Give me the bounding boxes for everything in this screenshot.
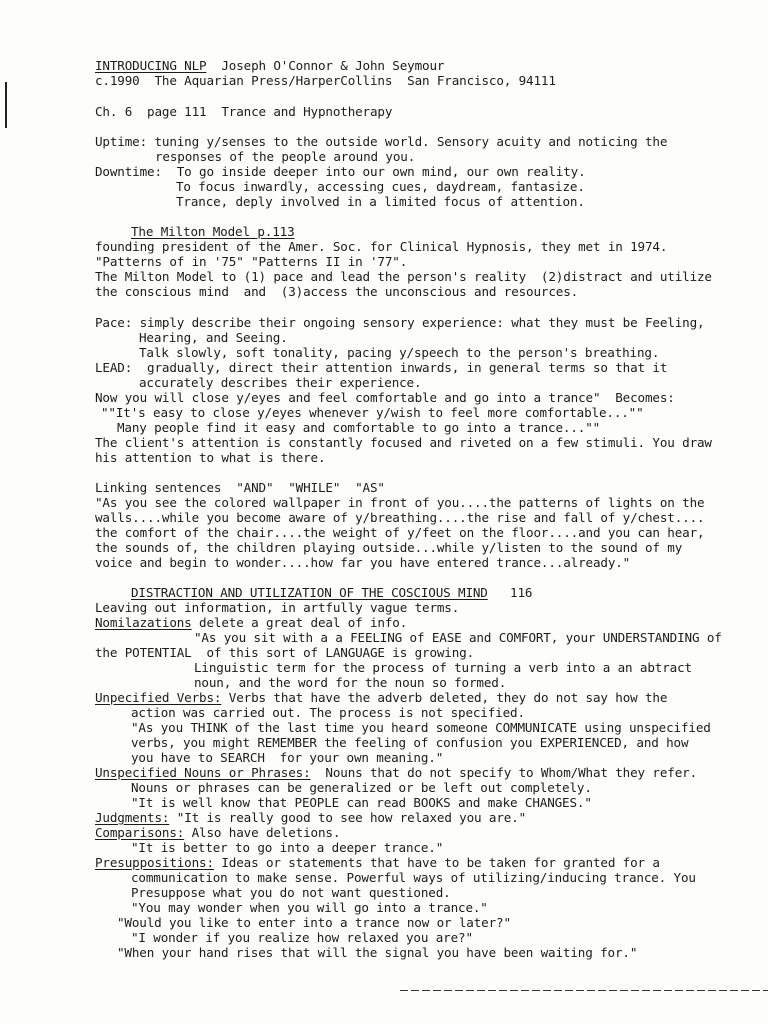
lead-line-1: LEAD: gradually, direct their attention inwards, in general terms so that it [95, 360, 668, 375]
presuppositions-label: Presuppositions: [95, 855, 214, 870]
publication: c.1990 The Aquarian Press/HarperCollins San Francisco, 94111 [95, 73, 556, 88]
nouns-line-2: Nouns or phrases can be generalized or be left out completely. [131, 780, 592, 795]
verbs-text: Verbs that have the adverb deleted, they do not say how the [221, 690, 668, 705]
milton-line-3: The Milton Model to (1) pace and lead the person's reality (2)distract and utilize [95, 269, 712, 284]
chapter: Ch. 6 page 111 Trance and Hypnotherapy [95, 104, 393, 119]
distraction-heading: DISTRACTION AND UTILIZATION OF THE COSCIOUS MIND [131, 585, 488, 600]
judgments-line [95, 810, 526, 825]
presuppositions-quote-3: "I wonder if you realize how relaxed you are?" [131, 930, 473, 945]
comparisons-text: Also have deletions. [184, 825, 341, 840]
linking-line-4: the comfort of the chair....the weight of y/feet on the floor....and you can hear, [95, 525, 705, 540]
comparisons-label: Comparisons: [95, 825, 185, 840]
distraction-line-1: Leaving out information, in artfully vague terms. [95, 600, 460, 615]
presuppositions-line [95, 855, 660, 870]
pace-line-6: Now you will close y/eyes and feel comfortable and go into a trance" Becomes: [95, 390, 675, 405]
pace-line-7: ""It's easy to close y/eyes whenever y/wish to feel more comfortable..."" [101, 405, 644, 420]
presuppositions-line-2: communication to make sense. Powerful ways of utilizing/inducing trance. You [131, 870, 696, 885]
bottom-rule [400, 990, 768, 991]
linking-line-1: Linking sentences "AND" "WHILE" "AS" [95, 480, 385, 495]
nouns-label: Unspecified Nouns or Phrases: [95, 765, 311, 780]
comparisons-line [95, 825, 340, 840]
judgments-text: "It is really good to see how relaxed you are." [169, 810, 527, 825]
verbs-quote-2: verbs, you might REMEMBER the feeling of confusion you EXPERIENCED, and how [131, 735, 689, 750]
presuppositions-quote-2: "Would you like to enter into a trance now or later?" [117, 915, 511, 930]
milton-line-1: founding president of the Amer. Soc. for Clinical Hypnosis, they met in 1974. [95, 239, 668, 254]
nominalizations-def-2: noun, and the word for the noun so formed. [194, 675, 507, 690]
pace-line-9: The client's attention is constantly focused and riveted on a few stimuli. You draw [95, 435, 712, 450]
uptime-line-1: Uptime: tuning y/senses to the outside world. Sensory acuity and noticing the [95, 134, 668, 149]
nominalizations-quote-1: "As you sit with a a FEELING of EASE and COMFORT, your UNDERSTANDING of [194, 630, 722, 645]
nouns-text: Nouns that do not specify to Whom/What they refer. [310, 765, 697, 780]
comparisons-quote-1: "It is better to go into a deeper trance." [131, 840, 444, 855]
pace-line-1: Pace: simply describe their ongoing sensory experience: what they must be Feeling, [95, 315, 705, 330]
downtime-line-3: Trance, deply involved in a limited focus of attention. [176, 194, 585, 209]
lead-line-2: accurately describes their experience. [139, 375, 422, 390]
linking-line-2: "As you see the colored wallpaper in front of you....the patterns of lights on the [95, 495, 705, 510]
presuppositions-text: Ideas or statements that have to be taken for granted for a [213, 855, 660, 870]
distraction-heading-line [131, 585, 532, 600]
milton-line-2: "Patterns of in '75" "Patterns II in '77". [95, 254, 408, 269]
presuppositions-line-3: Presuppose what you do not want questioned. [131, 885, 451, 900]
nouns-quote-1: "It is well know that PEOPLE can read BOOKS and make CHANGES." [131, 795, 592, 810]
presuppositions-quote-4: "When your hand rises that will the signal you have been waiting for." [117, 945, 638, 960]
distraction-page: 116 [510, 585, 533, 600]
linking-line-6: voice and begin to wonder....how far you have entered trance...already." [95, 555, 631, 570]
header-line [95, 58, 444, 73]
pace-line-10: his attention to what is there. [95, 450, 326, 465]
pace-line-8: Many people find it easy and comfortable to go into a trance..."" [117, 420, 601, 435]
milton-line-4: the conscious mind and (3)access the unconscious and resources. [95, 284, 579, 299]
nouns-line [95, 765, 697, 780]
pace-line-2: Hearing, and Seeing. [139, 330, 288, 345]
verbs-line [95, 690, 667, 705]
margin-mark [5, 82, 7, 128]
authors: Joseph O'Connor & John Seymour [206, 58, 445, 73]
verbs-quote-1: "As you THINK of the last time you heard someone COMMUNICATE using unspecified [131, 720, 711, 735]
nominalizations-line [95, 615, 407, 630]
nominalizations-quote-2: the POTENTIAL of this sort of LANGUAGE is growing. [95, 645, 475, 660]
nominalizations-def-1: Linguistic term for the process of turning a verb into a an abtract [194, 660, 692, 675]
verbs-label: Unpecified Verbs: [95, 690, 222, 705]
verbs-line-2: action was carried out. The process is not specified. [131, 705, 525, 720]
verbs-quote-3: you have to SEARCH for your own meaning." [131, 750, 444, 765]
downtime-line-1: Downtime: To go inside deeper into our own mind, our own reality. [95, 164, 586, 179]
pace-line-3: Talk slowly, soft tonality, pacing y/speech to the person's breathing. [139, 345, 660, 360]
uptime-line-2: responses of the people around you. [155, 149, 416, 164]
linking-line-3: walls....while you become aware of y/breathing....the rise and fall of y/chest.... [95, 510, 705, 525]
nominalizations-text: delete a great deal of info. [191, 615, 408, 630]
linking-line-5: the sounds of, the children playing outside...while y/listen to the sound of my [95, 540, 683, 555]
nominalizations-label: Nomilazations [95, 615, 192, 630]
book-title: INTRODUCING NLP [95, 58, 207, 73]
downtime-line-2: To focus inwardly, accessing cues, daydream, fantasize. [176, 179, 585, 194]
presuppositions-quote-1: "You may wonder when you will go into a trance." [131, 900, 488, 915]
milton-heading: The Milton Model p.113 [131, 224, 295, 239]
judgments-label: Judgments: [95, 810, 170, 825]
